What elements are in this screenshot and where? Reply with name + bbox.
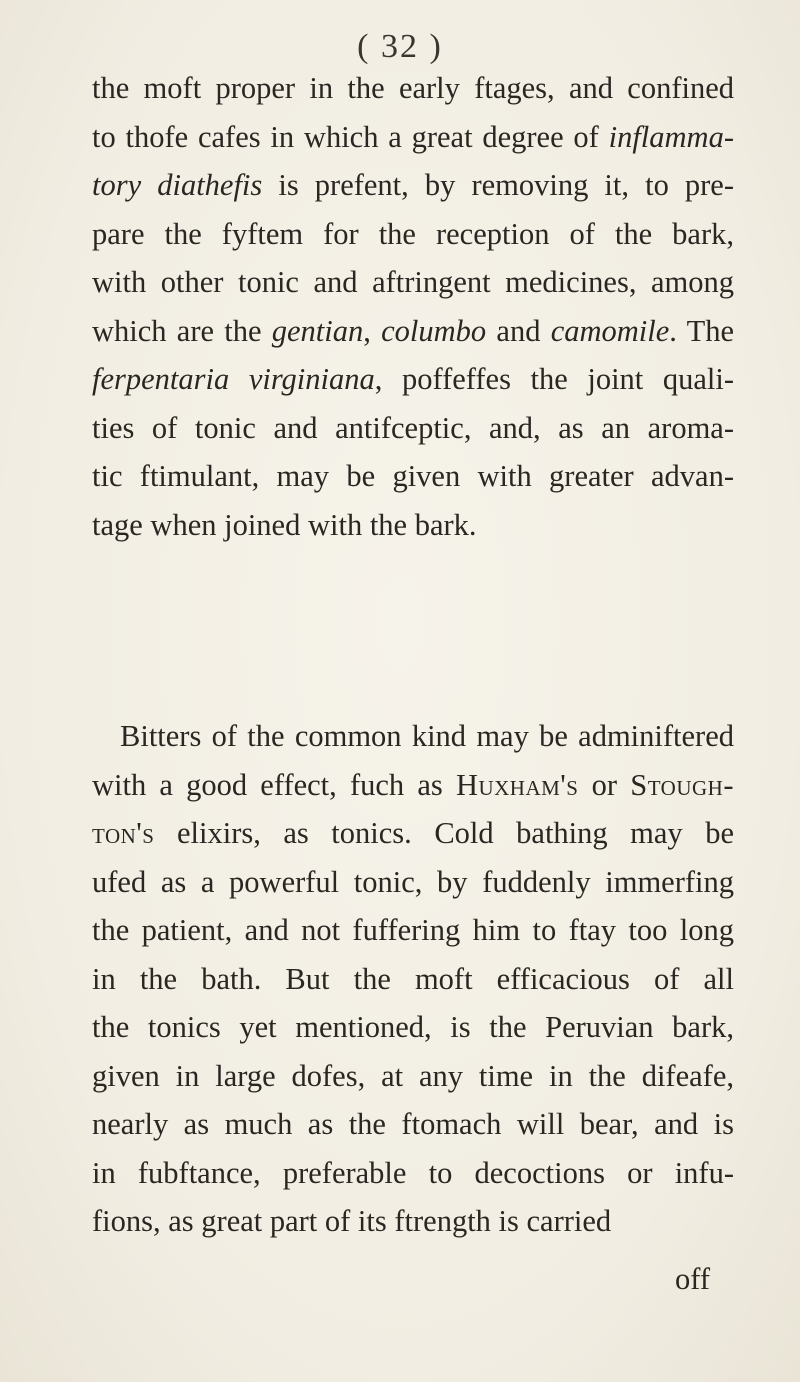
text-line: tic ftimulant, may be given with greater advan- xyxy=(92,459,734,493)
italic-text: tory diathefis xyxy=(92,168,263,202)
small-caps-name: ton's xyxy=(92,816,155,850)
italic-text: ferpentaria virginiana xyxy=(92,362,375,396)
small-caps-name: Huxham's xyxy=(455,767,579,802)
italic-text: columbo xyxy=(381,313,487,348)
text-line: pare the fyftem for the reception of the bark, xyxy=(92,216,734,251)
text-line: with other tonic and aftringent medicines, among xyxy=(92,265,734,299)
paragraph-1 xyxy=(92,64,734,549)
text-line: which are the gentian, columbo and camomile. The xyxy=(92,313,734,348)
text-line: the tonics yet mentioned, is the Peruvian bark, xyxy=(92,1010,734,1044)
text-line: in fubftance, preferable to decoctions or infu- xyxy=(92,1155,734,1190)
text-line: ties of tonic and antifceptic, and, as an aroma- xyxy=(92,410,734,445)
text-line: the moft proper in the early ftages, and confined xyxy=(92,71,734,105)
text-line: to thofe cafes in which a great degree of inflamma- xyxy=(92,119,734,154)
small-caps-name: Stough- xyxy=(630,767,734,802)
italic-text: camomile xyxy=(550,313,670,348)
text-line: Bitters of the common kind may be adminiftered xyxy=(120,719,734,753)
text-line: given in large dofes, at any time in the difeafe, xyxy=(92,1058,734,1093)
text-line: the patient, and not fuffering him to ftay too long xyxy=(92,913,734,947)
text-line: in the bath. But the moft efficacious of all xyxy=(92,961,734,996)
italic-text: inflamma- xyxy=(608,119,734,154)
text-line: ton's elixirs, as tonics. Cold bathing may be xyxy=(92,816,734,850)
text-line: with a good effect, fuch as Huxham's or Stough- xyxy=(92,767,734,802)
text-line: ufed as a powerful tonic, by fuddenly immerfing xyxy=(92,864,734,899)
paragraph-2 xyxy=(92,712,734,1246)
page-number: ( 32 ) xyxy=(357,28,443,65)
catchword: off xyxy=(674,1262,710,1296)
text-line: fions, as great part of its ftrength is carried xyxy=(92,1204,612,1238)
italic-text: gentian xyxy=(271,313,364,348)
text-line: nearly as much as the ftomach will bear, and is xyxy=(92,1107,734,1141)
text-line: tage when joined with the bark. xyxy=(92,507,477,542)
text-line: tory diathefis is prefent, by removing it, to pre- xyxy=(92,168,735,202)
text-line: ferpentaria virginiana, poffeffes the joint quali- xyxy=(92,362,734,396)
